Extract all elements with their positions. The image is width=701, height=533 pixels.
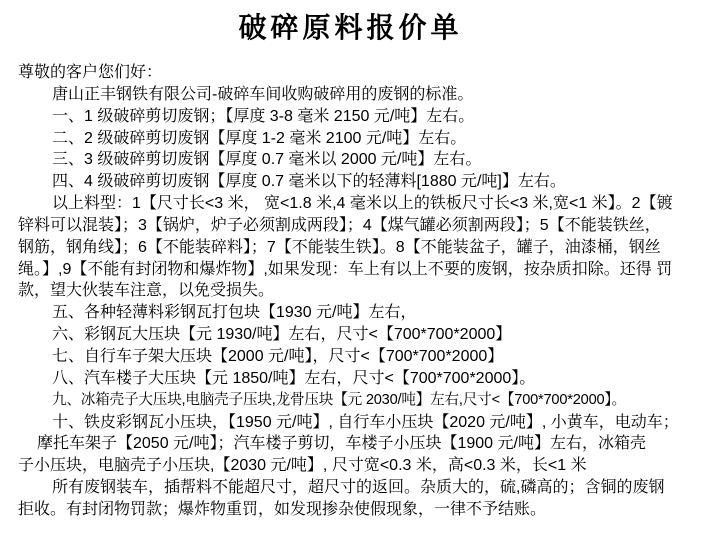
doc-line: 四、4 级破碎剪切废钢【厚度 0.7 毫米以下的轻薄料[1880 元/吨]】左右。 — [52, 173, 566, 191]
doc-line: 十、铁皮彩钢瓦小压块，【1950 元/吨】, 自行车小压块【2020 元/吨】, 小黄车，电动车； — [52, 413, 679, 431]
doc-line: 八、汽车楼子大压块【元 1850/吨】左右，尺寸<【700*700*2000】。 — [52, 369, 536, 387]
doc-line: 摩托车架子【2050 元/吨】；汽车楼子剪切，车楼子小压块【1900 元/吨】左右，冰箱壳 — [37, 435, 646, 453]
doc-line: 尊敬的客户您们好： — [18, 64, 163, 81]
doc-line: 三、3 级破碎剪切废钢【厚度 0.7 毫米以 2000 元/吨】左右。 — [52, 151, 482, 169]
doc-line: 五、各种轻薄料彩钢瓦打包块【1930 元/吨】左右， — [52, 304, 417, 322]
doc-line: 绳。】,9【不能有封闭物和爆炸物】,如果发现：车上有以上不要的废钢，按杂质扣除。还得 罚 — [18, 260, 673, 278]
doc-line: 一、1 级破碎剪切废钢；【厚度 3-8 毫米 2150 元/吨】左右。 — [52, 107, 475, 125]
document-title: 破碎原料报价单 — [238, 12, 463, 43]
document-body — [0, 47, 701, 521]
doc-line: 所有废钢装车，插帮料不能超尺寸，超尺寸的返回。杂质大的，硫,磷高的；含铜的废钢 — [52, 479, 665, 497]
doc-line: 九、冰箱壳子大压块,电脑壳子压块,龙骨压块【元 2030/吨】左右,尺寸<【700*700*2000】。 — [52, 391, 626, 408]
doc-line: 唐山正丰钢铁有限公司-破碎车间收购破碎用的废钢的标准。 — [52, 85, 474, 103]
doc-line: 子小压块，电脑壳子小压块,【2030 元/吨】, 尺寸宽<0.3 米，高<0.3 米，长<1 米 — [18, 457, 587, 475]
doc-line: 钢筋，钢角线】；6【不能装碎料】；7【不能装生铁】。8【不能装盆子，罐子，油漆桶，钢丝 — [18, 238, 661, 256]
doc-line: 锌料可以混装】；3【锅炉，炉子必须割成两段】；4【煤气罐必须割两段】；5【不能装铁丝， — [18, 216, 661, 234]
doc-line: 款，望大伙装车注意，以免受损失。 — [18, 282, 275, 300]
doc-line: 以上料型：1【尺寸长<3 米， 宽<1.8 米,4 毫米以上的铁板尺寸长<3 米,宽<1 米】。2【镀 — [52, 195, 673, 213]
doc-line: 六、彩钢瓦大压块【元 1930/吨】左右，尺寸<【700*700*2000】 — [52, 326, 512, 344]
doc-line: 拒收。有封闭物罚款；爆炸物重罚，如发现掺杂使假现象，一律不予结账。 — [18, 500, 547, 518]
doc-line: 二、2 级破碎剪切废钢【厚度 1-2 毫米 2100 元/吨】左右。 — [52, 129, 467, 147]
doc-line: 七、自行车子架大压块【2000 元/吨】，尺寸<【700*700*2000】 — [52, 347, 504, 365]
